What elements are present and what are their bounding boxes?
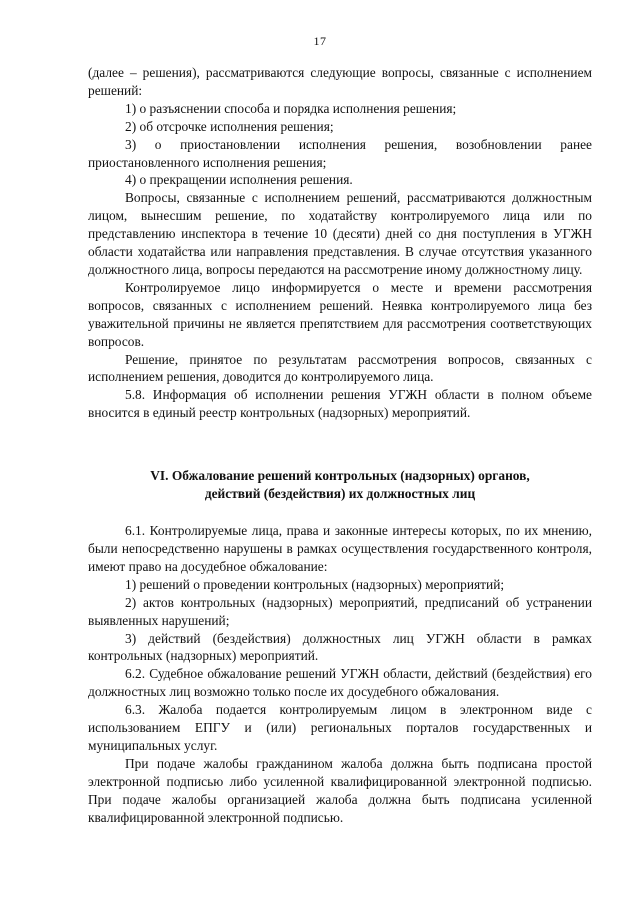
paragraph: 6.2. Судебное обжалование решений УГЖН области, действий (бездействия) его должностных лиц возможно только после их досудебного обжалования.: [88, 666, 592, 700]
section-heading-line-1: VI. Обжалование решений контрольных (надзорных) органов,: [150, 468, 530, 484]
paragraph: 5.8. Информация об исполнении решения УГЖН области в полном объеме вносится в единый реестр контрольных (надзорных) мероприятий.: [88, 387, 592, 421]
paragraph: 3) действий (бездействия) должностных лиц УГЖН области в рамках контрольных (надзорных) мероприятий.: [88, 630, 592, 664]
paragraph: При подаче жалобы гражданином жалоба должна быть подписана простой электронной подписью либо усиленной квалифицированной электронной подписью. При подаче жалобы организацией жалоба должна быть подписана усиленной квалифицированной электронной подписью.: [88, 755, 592, 825]
document-body: [88, 64, 592, 827]
paragraph: 2) актов контрольных (надзорных) мероприятий, предписаний об устранении выявленных нарушений;: [88, 594, 592, 628]
paragraph: (далее – решения), рассматриваются следующие вопросы, связанные с исполнением решений:: [88, 65, 592, 98]
section-heading: [88, 467, 592, 503]
paragraph: 3) о приостановлении исполнения решения, возобновлении ранее приостановленного исполнения решения;: [88, 136, 592, 170]
paragraph: 1) о разъяснении способа и порядка исполнения решения;: [125, 100, 457, 116]
paragraph: 2) об отсрочке исполнения решения;: [125, 118, 334, 134]
paragraph: Решение, принятое по результатам рассмотрения вопросов, связанных с исполнением решения, доводится до контролируемого лица.: [88, 351, 592, 385]
page-number: 17: [313, 34, 327, 48]
paragraph: Контролируемое лицо информируется о месте и времени рассмотрения вопросов, связанных с исполнением решений. Неявка контролируемого лица без уважительной причины не является препятствием для рассмотрения соответствующих вопросов.: [88, 279, 592, 349]
section-vi-body: [88, 522, 592, 826]
paragraph: 6.1. Контролируемые лица, права и законные интересы которых, по их мнению, были непосредственно нарушены в рамках осуществления государственного контроля, имеют право на досудебное обжалование:: [88, 523, 592, 574]
paragraph: 1) решений о проведении контрольных (надзорных) мероприятий;: [125, 576, 505, 592]
section-heading-line-2: действий (бездействия) их должностных лиц: [204, 486, 476, 502]
section-v-continuation: [88, 64, 592, 422]
paragraph: Вопросы, связанные с исполнением решений, рассматриваются должностным лицом, вынесшим решение, по ходатайству контролируемого лица или по представлению инспектора в течение 10 (десяти) дней со дня поступления в УГЖН области ходатайства или направления представления. В случае отсутствия указанного должностного лица, вопросы передаются на рассмотрение иному должностному лицу.: [88, 190, 592, 277]
paragraph: 6.3. Жалоба подается контролируемым лицом в электронном виде с использованием ЕПГУ и (или) региональных порталов государственных и муниципальных услуг.: [88, 702, 592, 753]
paragraph: 4) о прекращении исполнения решения.: [125, 172, 353, 188]
